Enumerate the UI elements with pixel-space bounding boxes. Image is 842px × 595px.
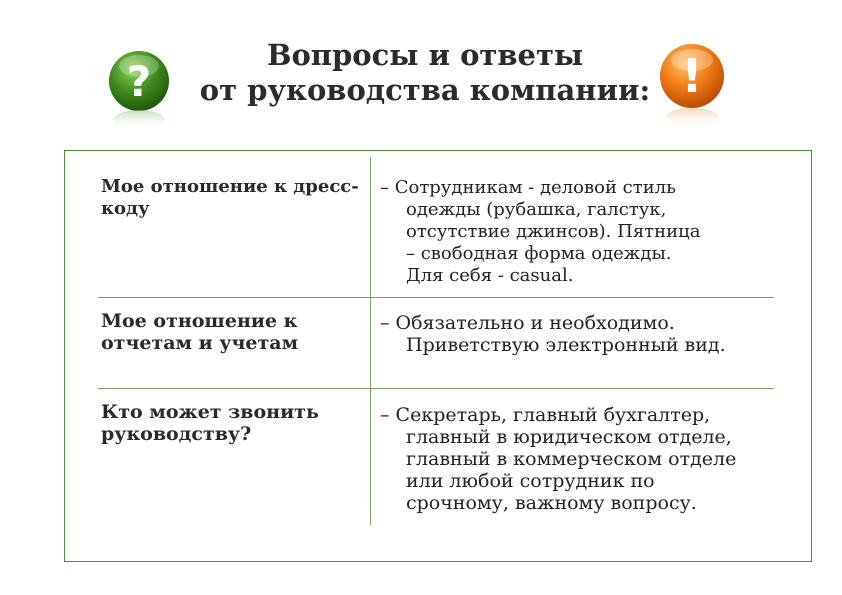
answer-line: – Сотрудникам - деловой стиль	[380, 177, 676, 198]
question-mark-icon	[106, 48, 172, 132]
answer-line: главный в юридическом отделе,	[406, 426, 732, 448]
answer-reports	[380, 312, 780, 356]
exclamation-mark-icon	[657, 40, 727, 130]
answer-line: – свободная форма одежды.	[406, 243, 672, 264]
answer-line: – Обязательно и необходимо.	[380, 312, 675, 334]
answer-line: одежды (рубашка, галстук,	[406, 199, 667, 220]
row-divider	[98, 297, 774, 298]
svg-text:!: !	[681, 49, 703, 103]
answer-line: главный в коммерческом отделе	[406, 448, 737, 470]
answer-line: отсутствие джинсов). Пятница	[406, 221, 701, 242]
question-who-can-call: Кто может звонить руководству?	[101, 401, 319, 445]
slide-title	[180, 38, 670, 108]
svg-text:?: ?	[126, 57, 152, 106]
answer-line: или любой сотрудник по	[406, 470, 655, 492]
answer-who-can-call	[380, 404, 780, 514]
answer-line: Приветствую электронный вид.	[406, 334, 726, 356]
row-divider	[98, 388, 774, 389]
question-dress-code: Мое отношение к дресс-коду	[101, 176, 359, 219]
answer-line: – Секретарь, главный бухгалтер,	[380, 404, 711, 426]
title-line-2: от руководства компании:	[199, 73, 651, 107]
answer-line: Для себя - casual.	[406, 265, 574, 286]
column-divider	[370, 157, 371, 525]
answer-dress-code	[380, 177, 780, 287]
answer-line: срочному, важному вопросу.	[406, 492, 697, 514]
title-line-1: Вопросы и ответы	[266, 38, 584, 72]
question-reports: Мое отношение к отчетам и учетам	[101, 310, 299, 354]
